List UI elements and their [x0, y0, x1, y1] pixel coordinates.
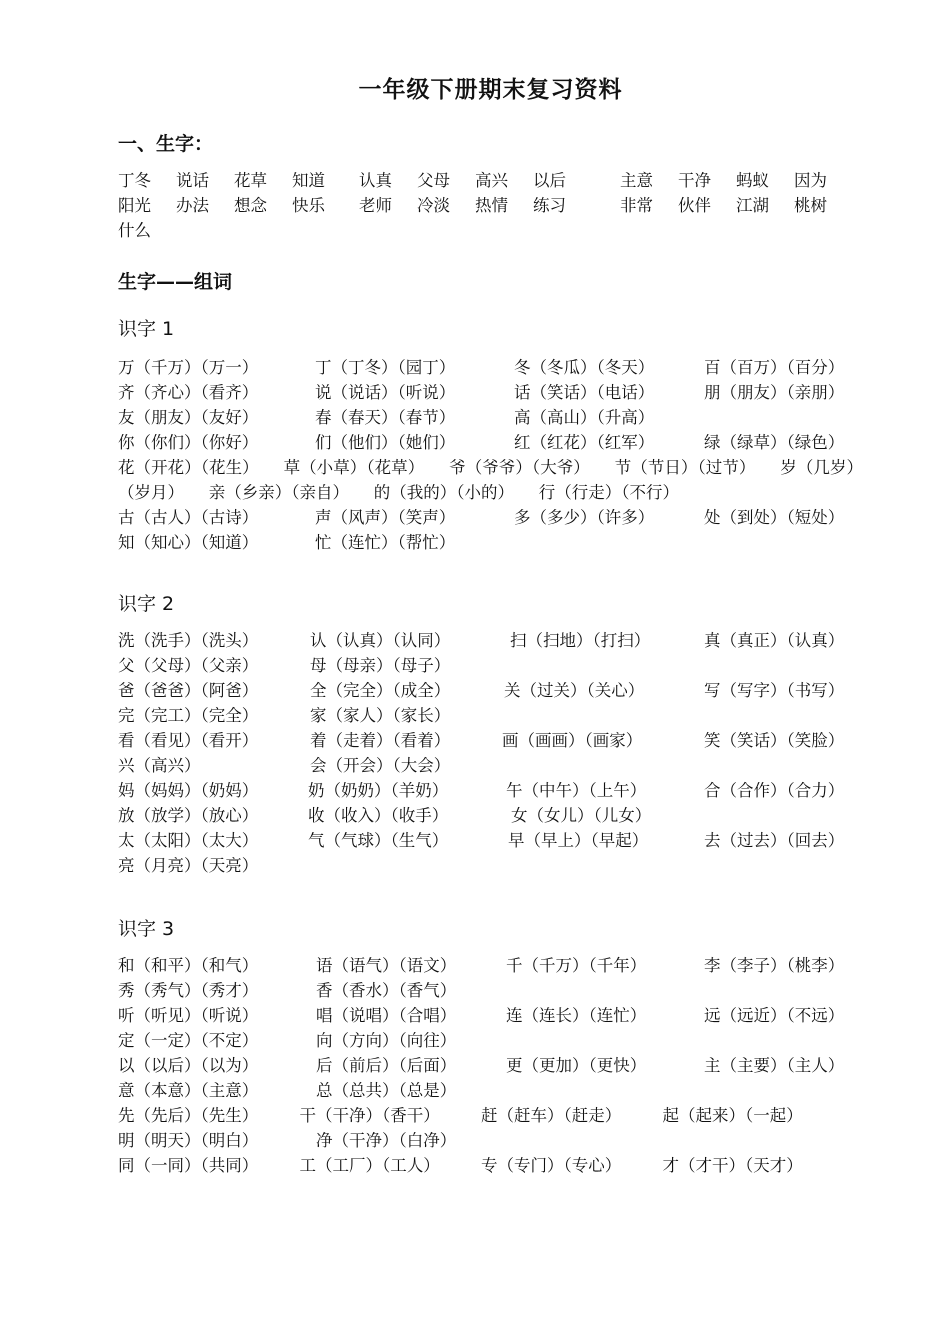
- word-group: 处（到处）（短处）: [704, 508, 845, 527]
- word-group: 友（朋友）（友好）: [118, 408, 259, 427]
- word-group: 连（连长）（连忙）: [506, 1006, 647, 1025]
- word: 桃树: [794, 196, 827, 215]
- page-title: 一年级下册期末复习资料: [358, 77, 623, 103]
- word-row: [118, 653, 863, 678]
- word-group: 兴（高兴）: [118, 756, 201, 775]
- word-group: 合（合作）（合力）: [704, 781, 845, 800]
- word-group: 万（千万）（万一）: [118, 358, 259, 377]
- shengzi-row: [118, 218, 863, 243]
- word-group: 们（他们）（她们）: [315, 433, 456, 452]
- word-row: [118, 953, 863, 978]
- word-group: 后（前后）（后面）: [316, 1056, 457, 1075]
- word-group: 高（高山）（升高）: [514, 408, 655, 427]
- word-row: [118, 853, 863, 878]
- word: 什么: [118, 221, 151, 240]
- word-row: [118, 380, 863, 405]
- word: 想念: [234, 196, 267, 215]
- word-row: [118, 430, 863, 455]
- word-group: 妈（妈妈）（奶妈）: [118, 781, 259, 800]
- word: 知道: [292, 171, 325, 190]
- word-group: 着（走着）（看着）: [310, 731, 451, 750]
- word-group: 古（古人）（古诗）: [118, 508, 259, 527]
- word-group: 齐（齐心）（看齐）: [118, 383, 259, 402]
- word-group: 你（你们）（你好）: [118, 433, 259, 452]
- word-group: 扫（扫地）（打扫）: [510, 631, 651, 650]
- word-row: [118, 1053, 863, 1078]
- word-row: [118, 405, 863, 430]
- shengzi-list: [118, 168, 863, 243]
- word-group: 家（家人）（家长）: [310, 706, 451, 725]
- word-group: 百（百万）（百分）: [704, 358, 845, 377]
- shengzi-row: [118, 193, 863, 218]
- word: 父母: [417, 171, 450, 190]
- word-paragraph: 同（一同）（共同） 工（工厂）（工人） 专（专门）（专心） 才（才干）（天才）: [118, 1156, 803, 1175]
- word: 快乐: [292, 196, 325, 215]
- word-row: [118, 828, 863, 853]
- word-row: [118, 978, 863, 1003]
- word-group: 听（听见）（听说）: [118, 1006, 259, 1025]
- word-group: 朋（朋友）（亲朋）: [704, 383, 845, 402]
- word-group: 声（风声）（笑声）: [315, 508, 456, 527]
- word: 蚂蚁: [736, 171, 769, 190]
- word-group: 午（中午）（上午）: [506, 781, 647, 800]
- word-group: 女（女儿）（儿女）: [511, 806, 652, 825]
- word-group: 春（春天）（春节）: [315, 408, 456, 427]
- word-group: 多（多少）（许多）: [514, 508, 655, 527]
- word: 说话: [176, 171, 209, 190]
- word: 非常: [620, 196, 653, 215]
- word: 办法: [176, 196, 209, 215]
- word-row: [118, 803, 863, 828]
- word-group: 真（真正）（认真）: [704, 631, 845, 650]
- document-page: [118, 70, 863, 1178]
- word-row: [118, 530, 863, 555]
- word-group: 父（父母）（父亲）: [118, 656, 259, 675]
- word: 老师: [359, 196, 392, 215]
- word: 因为: [794, 171, 827, 190]
- word-row: [118, 1078, 863, 1103]
- word-group: 忙（连忙）（帮忙）: [315, 533, 456, 552]
- word-group: 净（干净）（白净）: [316, 1131, 457, 1150]
- word-group: 千（千万）（千年）: [506, 956, 647, 975]
- word-group: 丁（丁冬）（园丁）: [315, 358, 456, 377]
- word-group: 语（语气）（语文）: [316, 956, 457, 975]
- word-group: 绿（绿草）（绿色）: [704, 433, 845, 452]
- word-row: [118, 778, 863, 803]
- word-group: 李（李子）（桃李）: [704, 956, 845, 975]
- section-heading-zuci: 生字——组词: [118, 271, 233, 293]
- word-group: 更（更加）（更快）: [506, 1056, 647, 1075]
- lesson2-words: [118, 628, 863, 878]
- word-group: 认（认真）（认同）: [310, 631, 451, 650]
- word-group: 洗（洗手）（洗头）: [118, 631, 259, 650]
- word-group: 说（说话）（听说）: [315, 383, 456, 402]
- word-group: 总（总共）（总是）: [316, 1081, 457, 1100]
- word-group: 和（和平）（和气）: [118, 956, 259, 975]
- word-group: 香（香水）（香气）: [316, 981, 457, 1000]
- word: 阳光: [118, 196, 151, 215]
- word-row: [118, 1003, 863, 1028]
- word-group: 唱（说唱）（合唱）: [316, 1006, 457, 1025]
- word-group: [704, 530, 863, 555]
- word-row: [118, 1028, 863, 1053]
- word-group: 太（太阳）（太大）: [118, 831, 259, 850]
- word: 练习: [533, 196, 566, 215]
- word-group: 以（以后）（以为）: [118, 1056, 259, 1075]
- word-row: [118, 628, 863, 653]
- word: 认真: [359, 171, 392, 190]
- word-row: [118, 505, 863, 530]
- word-group: 气（气球）（生气）: [308, 831, 449, 850]
- lesson-heading-3: 识字 3: [118, 918, 175, 940]
- word-row: [118, 703, 863, 728]
- word-group: 完（完工）（完全）: [118, 706, 259, 725]
- word-group: 会（开会）（大会）: [310, 756, 451, 775]
- word-row: [118, 728, 863, 753]
- word-group: 奶（奶奶）（羊奶）: [308, 781, 449, 800]
- word-group: 明（明天）（明白）: [118, 1131, 259, 1150]
- lesson-heading-2: 识字 2: [118, 593, 175, 615]
- word-group: [514, 530, 704, 555]
- word-group: 远（远近）（不远）: [704, 1006, 845, 1025]
- word-group: 去（过去）（回去）: [704, 831, 845, 850]
- word-group: 母（母亲）（母子）: [310, 656, 451, 675]
- word-group: 收（收入）（收手）: [308, 806, 449, 825]
- lesson1-words: [118, 355, 863, 555]
- word-group: 关（过关）（关心）: [504, 681, 645, 700]
- word-group: 意（本意）（主意）: [118, 1081, 259, 1100]
- word-group: 爸（爸爸）（阿爸）: [118, 681, 259, 700]
- section-heading-shengzi: 一、生字：: [118, 133, 214, 155]
- word-group: 早（早上）（早起）: [508, 831, 649, 850]
- word-group: 定（一定）（不定）: [118, 1031, 259, 1050]
- word: 伙伴: [678, 196, 711, 215]
- word-group: 画（画画）（画家）: [502, 731, 643, 750]
- word: 冷淡: [417, 196, 450, 215]
- word-group: 冬（冬瓜）（冬天）: [514, 358, 655, 377]
- word: 热情: [475, 196, 508, 215]
- word-group: [704, 405, 863, 430]
- word-group: 放（放学）（放心）: [118, 806, 259, 825]
- word-paragraph: 先（先后）（先生） 干（干净）（香干） 赶（赶车）（赶走） 起（起来）（一起）: [118, 1106, 803, 1125]
- word-group: 写（写字）（书写）: [704, 681, 845, 700]
- shengzi-row: [118, 168, 863, 193]
- word-group: 全（完全）（成全）: [310, 681, 451, 700]
- word-group: 知（知心）（知道）: [118, 533, 259, 552]
- word-paragraph: 花（开花）（花生） 草（小草）（花草） 爷（爷爷）（大爷） 节（节日）（过节） 岁（几岁）（岁月） 亲（乡亲）（亲自） 的（我的）（小的） 行（行走）（不行）: [118, 458, 863, 502]
- word: 干净: [678, 171, 711, 190]
- word-row: [118, 355, 863, 380]
- word-row: [118, 678, 863, 703]
- word: 以后: [533, 171, 566, 190]
- lesson3-words: [118, 953, 863, 1178]
- word: 花草: [234, 171, 267, 190]
- word-group: 亮（月亮）（天亮）: [118, 856, 259, 875]
- word-group: 主（主要）（主人）: [704, 1056, 845, 1075]
- word-group: 秀（秀气）（秀才）: [118, 981, 259, 1000]
- word: 高兴: [475, 171, 508, 190]
- word-row: [118, 753, 863, 778]
- lesson-heading-1: 识字 1: [118, 318, 175, 340]
- word-group: 向（方向）（向往）: [316, 1031, 457, 1050]
- word-group: 笑（笑话）（笑脸）: [704, 731, 845, 750]
- word-group: 红（红花）（红军）: [514, 433, 655, 452]
- word-group: 话（笑话）（电话）: [514, 383, 655, 402]
- word: 主意: [620, 171, 653, 190]
- word: 江湖: [736, 196, 769, 215]
- word-row: [118, 1128, 863, 1153]
- word-group: 看（看见）（看开）: [118, 731, 259, 750]
- word: 丁冬: [118, 171, 151, 190]
